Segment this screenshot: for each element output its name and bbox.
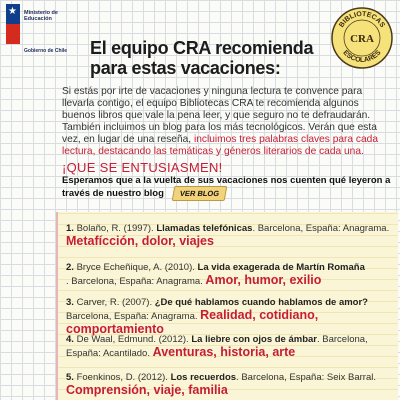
bibliotecas-cra-stamp-icon	[330, 6, 394, 70]
ver-blog-button[interactable]: VER BLOG	[171, 186, 227, 201]
stamp-center-text: CRA	[350, 33, 374, 45]
list-item: 5. Foenkinos, D. (2012). Los recuerdos. Barcelona, España: Seix Barral. Comprensión, viaje, familia	[66, 372, 376, 397]
chile-flag-icon: ★	[6, 4, 20, 44]
stamp-top-text: BIBLIOTECAS	[338, 10, 386, 29]
title-line-1: El equipo CRA recomienda	[90, 38, 314, 58]
book-tags: Amor, humor, exilio	[205, 273, 322, 287]
enthusiasm-callout: ¡QUE SE ENTUSIASMEN!	[62, 160, 223, 175]
book-tags: Realidad, cotidiano, comportamiento	[66, 308, 319, 336]
blog-invitation-text: Esperamos que a la vuelta de sus vacaciones nos cuenten qué leyeron a través de nuestro blog	[62, 175, 391, 199]
intro-paragraph	[62, 86, 380, 158]
list-item: 2. Bryce Echeñique, A. (2010). La vida exagerada de Martín Romaña . Barcelona, España: Anagrama. Amor, humor, exilio	[66, 262, 365, 287]
book-tags: Aventuras, historia, arte	[152, 345, 296, 359]
ministry-logo	[6, 4, 68, 60]
list-item: 3. Carver, R. (2007). ¿De qué hablamos cuando hablamos de amor? Barcelona, España: Anagrama. Realidad, cotidiano, comportamiento	[66, 297, 368, 336]
page-title	[90, 38, 330, 78]
list-item: 4. De Waal, Edmund. (2012). La liebre con ojos de ámbar. Barcelona, España: Acantilado. Aventuras, historia, arte	[66, 334, 368, 359]
ministry-name: Ministerio de Educación	[24, 10, 58, 22]
book-tags: Comprensión, viaje, familia	[66, 383, 228, 397]
intro-text: Si estás por irte de vacaciones y ninguna lectura te convence para llevarla contigo, el equipo Bibliotecas CRA te recomienda algunos buenos libros que vale la pena leer, y que seguro no te defraudarán. También incluimos un blog para los más tecnológicos. Verán que esta vez, en lugar de una reseña,	[62, 86, 377, 145]
book-list	[56, 212, 398, 400]
list-item: 1. Bolaño, R. (1997). Llamadas telefónicas. Barcelona, España: Anagrama. Metafícción, dolor, viajes	[66, 223, 390, 248]
government-name: Gobierno de Chile	[24, 48, 68, 54]
stamp-bottom-text: ESCOLARES	[341, 49, 383, 65]
book-tags: Metafícción, dolor, viajes	[66, 234, 214, 248]
title-line-2: para estas vacaciones:	[90, 58, 281, 78]
intro-highlight: incluimos tres palabras claves para cada lectura, destacando las temáticas y géneros literarios de cada una.	[62, 134, 379, 157]
blog-invitation	[62, 175, 392, 201]
